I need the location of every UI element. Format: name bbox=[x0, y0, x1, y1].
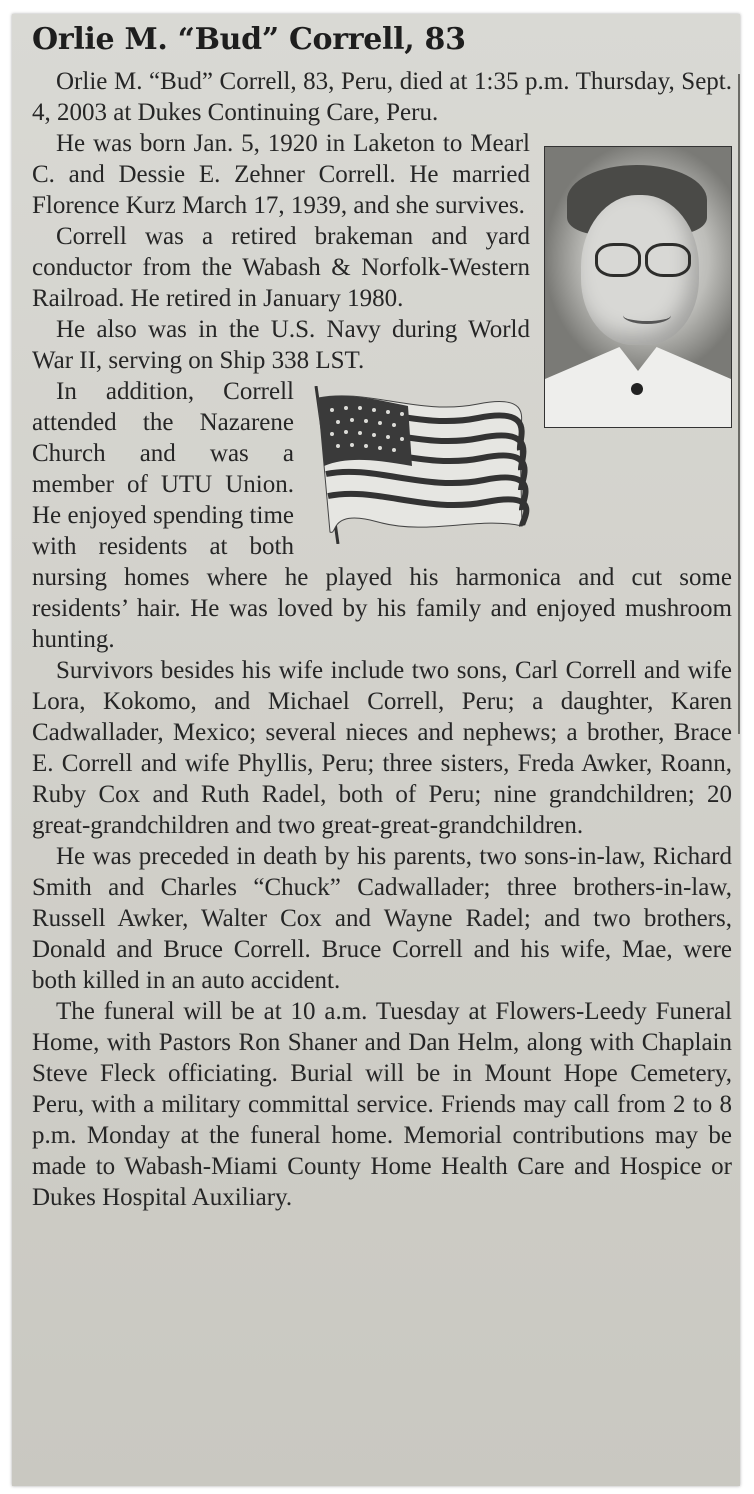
glasses-left-lens bbox=[595, 243, 641, 277]
paragraph-career: Correll was a retired brakeman and yard conductor from the Wabash & Norfolk-Western Railroad. He retired in January 1980. bbox=[32, 223, 530, 312]
column-rule bbox=[738, 74, 740, 734]
portrait-smile bbox=[623, 307, 671, 324]
glasses-right-lens bbox=[645, 243, 691, 277]
flag-canton bbox=[318, 396, 412, 466]
obituary-headline: Orlie M. “Bud” Correll, 83 bbox=[32, 22, 466, 57]
american-flag-icon bbox=[308, 386, 530, 544]
paragraph-death-notice: Orlie M. “Bud” Correll, 83, Peru, died at 1:35 p.m. Thursday, Sept. 4, 2003 at Dukes Continuing Care, Peru. bbox=[32, 68, 732, 126]
paragraph-preceded: He was preceded in death by his parents, two sons-in-law, Richard Smith and Charles “Chuck” Cadwallader; three brothers-in-law, Russell Awker, Walter Cox and Wayne Radel; and two brothers, Donald and Bruce Correll. Bruce Correll and his wife, Mae, were both killed in an auto accident. bbox=[32, 843, 732, 994]
paragraph-survivors: Survivors besides his wife include two sons, Carl Correll and wife Lora, Kokomo, and Michael Correll, Peru; a daughter, Karen Cadwallader, Mexico; several nieces and nephews; a brother, Brace E. Correll and wife Phyllis, Peru; three sisters, Freda Awker, Roann, Ruby Cox and Ruth Radel, both of Peru; nine grandchildren; 20 great-grandchildren and two great-great-grandchildren. bbox=[32, 657, 732, 839]
lapel-pin bbox=[631, 383, 643, 395]
portrait-photo bbox=[544, 146, 732, 428]
paragraph-military: He also was in the U.S. Navy during World War II, serving on Ship 338 LST. bbox=[32, 316, 530, 374]
paragraph-church-hobbies: In addition, Correll attended the Nazarene Church and was a member of UTU Union. He enjoyed spending time with residents at both nursing homes where he played his harmonica and cut some residents’ hair. He was loved by his family and enjoyed mushroom hunting. bbox=[32, 378, 732, 653]
paragraph-birth: He was born Jan. 5, 1920 in Laketon to Mearl C. and Dessie E. Zehner Correll. He married Florence Kurz March 17, 1939, and she survives. bbox=[32, 130, 530, 219]
paragraph-funeral: The funeral will be at 10 a.m. Tuesday at Flowers-Leedy Funeral Home, with Pastors Ron Shaner and Dan Helm, along with Chaplain Steve Fleck officiating. Burial will be in Mount Hope Cemetery, Peru, with a military committal service. Friends may call from 2 to 8 p.m. Monday at the funeral home. Memorial contributions may be made to Wabash-Miami County Home Health Care and Hospice or Dukes Hospital Auxiliary. bbox=[32, 998, 732, 1211]
obituary-clipping bbox=[12, 14, 740, 1486]
obituary-body bbox=[32, 66, 732, 1213]
